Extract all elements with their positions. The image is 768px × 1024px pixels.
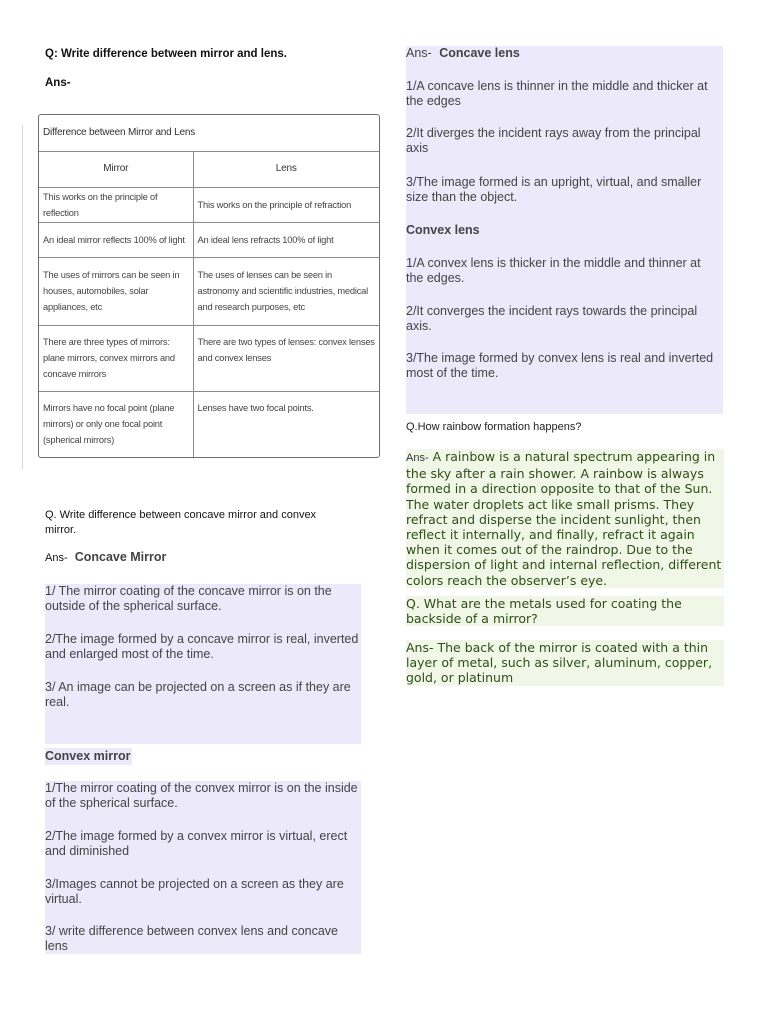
convex-point-3: 3/Images cannot be projected on a screen as they are virtual. (45, 877, 344, 906)
concave-point-2: 2/The image formed by a concave mirror is real, inverted and enlarged most of the time. (45, 632, 359, 661)
answer-label-lens: Ans- (406, 46, 432, 60)
lens-answer-block (406, 46, 723, 414)
convex-point-4: 3/ write difference between convex lens and concave lens (45, 924, 339, 953)
table-cell: This works on the principle of reflection (39, 187, 193, 222)
question-mirror-lens: Q: Write difference between mirror and lens. (45, 48, 287, 60)
convex-lens-point-3: 3/The image formed by convex lens is real and inverted most of the time. (406, 351, 714, 380)
convex-mirror-heading: Convex mirror (45, 749, 131, 763)
table-cell: This works on the principle of refraction (193, 187, 379, 222)
answer-label-2: Ans- (45, 552, 68, 564)
table-cell: The uses of lenses can be seen in astronomy and scientific industries, medical and research purposes, etc (193, 257, 379, 325)
table-cell: An ideal lens refracts 100% of light (193, 222, 379, 257)
page-margin-line (22, 125, 23, 470)
concave-lens-point-1: 1/A concave lens is thinner in the middle and thicker at the edges (406, 79, 708, 108)
concave-lens-heading: Concave lens (439, 46, 520, 60)
table-cell: Mirrors have no focal point (plane mirrors) or only one focal point (spherical mirrors) (39, 391, 193, 457)
table-cell: There are two types of lenses: convex lenses and convex lenses (193, 325, 379, 391)
concave-mirror-points (45, 584, 361, 744)
rainbow-answer (406, 449, 724, 588)
table-row (39, 257, 379, 325)
concave-lens-point-2: 2/It diverges the incident rays away from the principal axis (406, 126, 701, 155)
convex-lens-heading: Convex lens (406, 223, 480, 237)
convex-mirror-points (45, 781, 361, 954)
table-cell: An ideal mirror reflects 100% of light (39, 222, 193, 257)
table-row (39, 391, 379, 457)
rainbow-answer-text: A rainbow is a natural spectrum appearing in the sky after a rain shower. A rainbow is always formed in a direction opposite to that of the Sun. The water droplets act like small prisms. They refract and disperse the incident sunlight, then reflect it internally, and finally, refract it again when it comes out of the raindrop. Due to the dispersion of light and internal reflection, different colors reach the observer’s eye. (406, 449, 722, 588)
concave-mirror-heading: Concave Mirror (74, 550, 167, 564)
table-row (39, 187, 379, 222)
table-row (39, 222, 379, 257)
table-cell: There are three types of mirrors: plane mirrors, convex mirrors and concave mirrors (39, 325, 193, 391)
question-rainbow: Q.How rainbow formation happens? (406, 421, 582, 433)
metals-answer: Ans- The back of the mirror is coated with a thin layer of metal, such as silver, aluminum, copper, gold, or platinum (406, 640, 724, 686)
table-row (39, 325, 379, 391)
concave-lens-point-3: 3/The image formed is an upright, virtual, and smaller size than the object. (406, 175, 702, 204)
question-concave-convex-mirror: Q. Write difference between concave mirror and convex mirror. (45, 509, 317, 536)
table-header-mirror: Mirror (39, 151, 193, 187)
convex-point-1: 1/The mirror coating of the convex mirror is on the inside of the spherical surface. (45, 781, 358, 810)
table-caption: Difference between Mirror and Lens (39, 115, 379, 151)
table-cell: The uses of mirrors can be seen in houses, automobiles, solar appliances, etc (39, 257, 193, 325)
answer-label: Ans- (45, 77, 71, 89)
mirror-lens-table (38, 114, 380, 458)
convex-lens-point-1: 1/A convex lens is thicker in the middle and thinner at the edges. (406, 256, 701, 285)
table-cell: Lenses have two focal points. (193, 391, 379, 457)
convex-lens-point-2: 2/It converges the incident rays towards the principal axis. (406, 304, 698, 333)
concave-point-3: 3/ An image can be projected on a screen as if they are real. (45, 680, 351, 709)
concave-point-1: 1/ The mirror coating of the concave mirror is on the outside of the spherical surface. (45, 584, 332, 613)
rainbow-answer-label: Ans- (406, 452, 429, 464)
convex-point-2: 2/The image formed by a convex mirror is virtual, erect and diminished (45, 829, 348, 858)
table-header-lens: Lens (193, 151, 379, 187)
question-metals: Q. What are the metals used for coating the backside of a mirror? (406, 596, 724, 626)
